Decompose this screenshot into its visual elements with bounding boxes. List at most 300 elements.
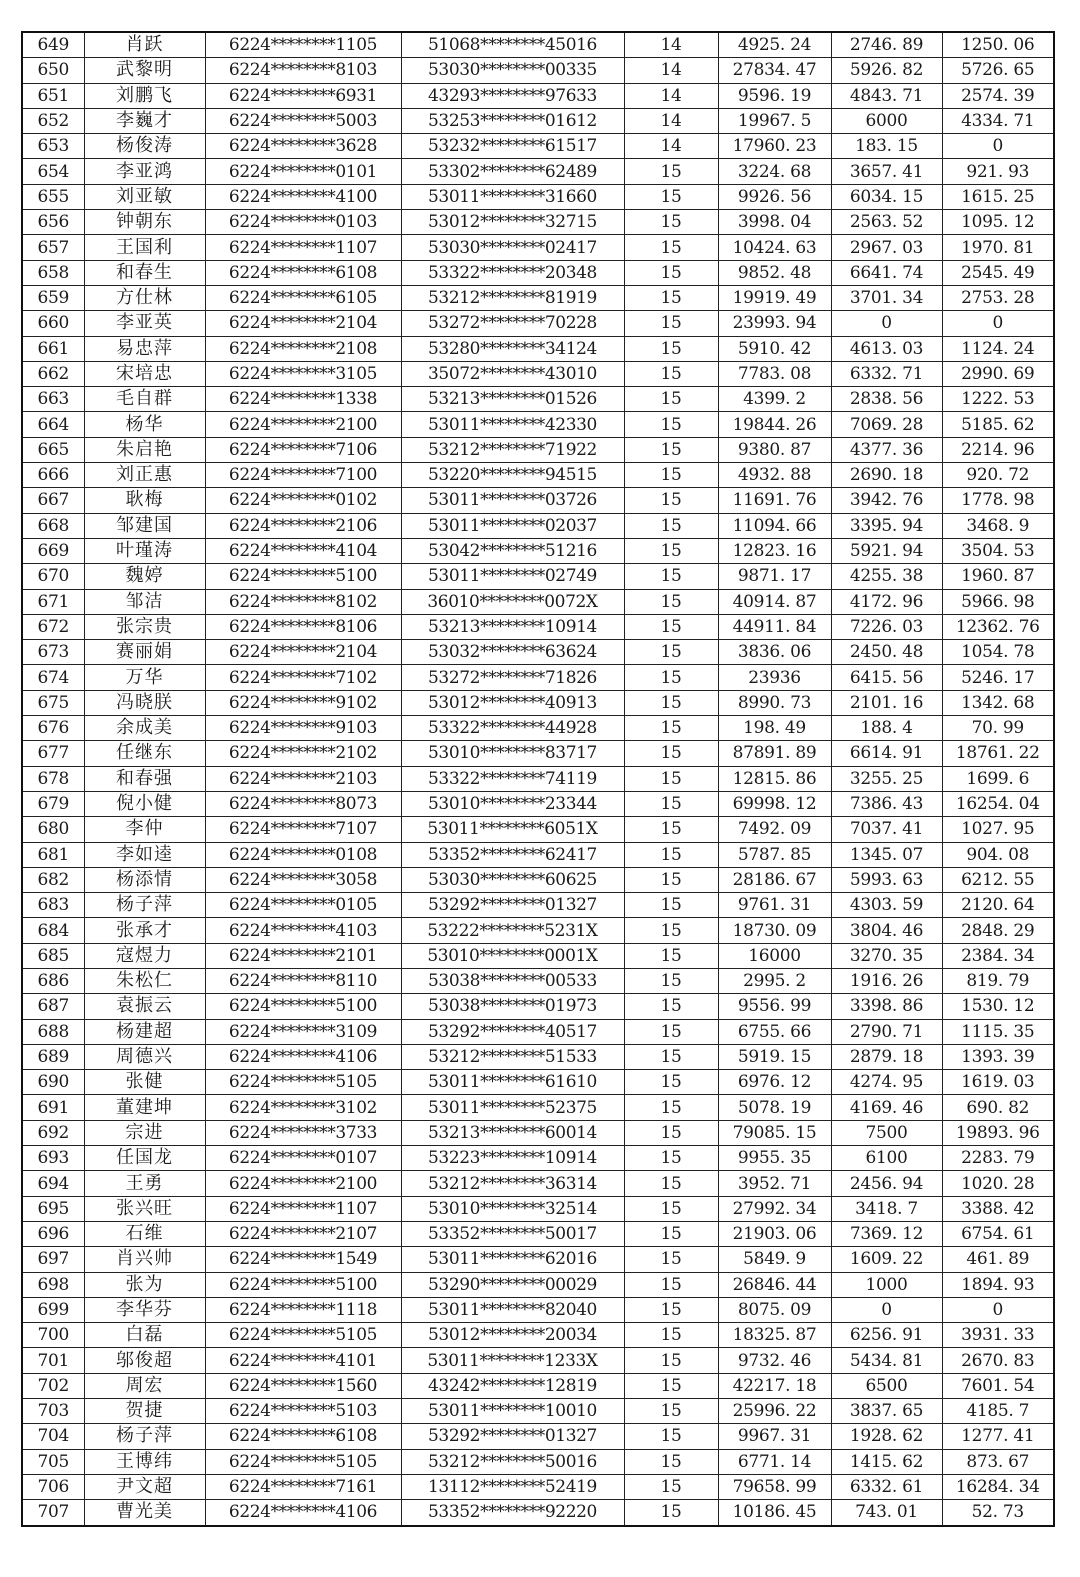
name-cell: 杨华 <box>84 412 205 437</box>
amount-1-cell: 28186. 67 <box>718 867 831 892</box>
amount-2-cell: 0 <box>831 311 942 336</box>
amount-3-cell: 0 <box>942 134 1054 159</box>
amount-1-cell: 21903. 06 <box>718 1221 831 1246</box>
group-cell: 15 <box>624 1120 718 1145</box>
table-row <box>22 235 1054 260</box>
group-cell: 15 <box>624 614 718 639</box>
amount-3-cell: 0 <box>942 311 1054 336</box>
group-cell: 15 <box>624 766 718 791</box>
group-cell: 15 <box>624 1399 718 1424</box>
amount-1-cell: 9761. 31 <box>718 893 831 918</box>
bank-card-cell: 6224********3628 <box>205 134 401 159</box>
amount-2-cell: 6500 <box>831 1373 942 1398</box>
amount-3-cell: 2848. 29 <box>942 918 1054 943</box>
amount-3-cell: 5726. 65 <box>942 58 1054 83</box>
bank-card-cell: 6224********4100 <box>205 184 401 209</box>
row-number-cell: 649 <box>22 32 84 58</box>
group-cell: 15 <box>624 1044 718 1069</box>
amount-2-cell: 4169. 46 <box>831 1095 942 1120</box>
amount-3-cell: 2670. 83 <box>942 1348 1054 1373</box>
amount-3-cell: 2214. 96 <box>942 437 1054 462</box>
id-number-cell: 53290********00029 <box>401 1272 624 1297</box>
name-cell: 李仲 <box>84 817 205 842</box>
row-number-cell: 661 <box>22 336 84 361</box>
bank-card-cell: 6224********4106 <box>205 1500 401 1526</box>
amount-2-cell: 2746. 89 <box>831 32 942 58</box>
group-cell: 15 <box>624 1449 718 1474</box>
table-row <box>22 1424 1054 1449</box>
amount-3-cell: 819. 79 <box>942 968 1054 993</box>
row-number-cell: 668 <box>22 513 84 538</box>
name-cell: 李巍才 <box>84 108 205 133</box>
amount-1-cell: 9871. 17 <box>718 564 831 589</box>
amount-2-cell: 743. 01 <box>831 1500 942 1526</box>
amount-3-cell: 1054. 78 <box>942 640 1054 665</box>
id-number-cell: 53030********02417 <box>401 235 624 260</box>
amount-1-cell: 9732. 46 <box>718 1348 831 1373</box>
row-number-cell: 656 <box>22 210 84 235</box>
amount-3-cell: 2384. 34 <box>942 943 1054 968</box>
row-number-cell: 692 <box>22 1120 84 1145</box>
bank-card-cell: 6224********7161 <box>205 1474 401 1499</box>
amount-3-cell: 920. 72 <box>942 463 1054 488</box>
row-number-cell: 681 <box>22 842 84 867</box>
group-cell: 15 <box>624 994 718 1019</box>
row-number-cell: 698 <box>22 1272 84 1297</box>
id-number-cell: 53220********94515 <box>401 463 624 488</box>
bank-card-cell: 6224********6108 <box>205 260 401 285</box>
row-number-cell: 694 <box>22 1171 84 1196</box>
table-row <box>22 463 1054 488</box>
amount-3-cell: 1393. 39 <box>942 1044 1054 1069</box>
row-number-cell: 650 <box>22 58 84 83</box>
amount-2-cell: 4377. 36 <box>831 437 942 462</box>
amount-3-cell: 1115. 35 <box>942 1019 1054 1044</box>
amount-2-cell: 3701. 34 <box>831 285 942 310</box>
table-row <box>22 1399 1054 1424</box>
row-number-cell: 665 <box>22 437 84 462</box>
bank-card-cell: 6224********1107 <box>205 1196 401 1221</box>
amount-1-cell: 23993. 94 <box>718 311 831 336</box>
bank-card-cell: 6224********2102 <box>205 741 401 766</box>
amount-1-cell: 2995. 2 <box>718 968 831 993</box>
name-cell: 石维 <box>84 1221 205 1246</box>
bank-card-cell: 6224********1107 <box>205 235 401 260</box>
amount-3-cell: 904. 08 <box>942 842 1054 867</box>
amount-1-cell: 5849. 9 <box>718 1247 831 1272</box>
id-number-cell: 53352********62417 <box>401 842 624 867</box>
id-number-cell: 53213********10914 <box>401 614 624 639</box>
group-cell: 15 <box>624 867 718 892</box>
bank-card-cell: 6224********1338 <box>205 387 401 412</box>
amount-1-cell: 19967. 5 <box>718 108 831 133</box>
bank-card-cell: 6224********6105 <box>205 285 401 310</box>
amount-2-cell: 5434. 81 <box>831 1348 942 1373</box>
row-number-cell: 689 <box>22 1044 84 1069</box>
row-number-cell: 659 <box>22 285 84 310</box>
table-row <box>22 817 1054 842</box>
amount-3-cell: 1222. 53 <box>942 387 1054 412</box>
table-row <box>22 918 1054 943</box>
table-row <box>22 1095 1054 1120</box>
table-row <box>22 893 1054 918</box>
amount-1-cell: 12823. 16 <box>718 538 831 563</box>
id-number-cell: 53302********62489 <box>401 159 624 184</box>
group-cell: 15 <box>624 1373 718 1398</box>
amount-1-cell: 6771. 14 <box>718 1449 831 1474</box>
bank-card-cell: 6224********5103 <box>205 1399 401 1424</box>
group-cell: 15 <box>624 893 718 918</box>
row-number-cell: 674 <box>22 665 84 690</box>
row-number-cell: 651 <box>22 83 84 108</box>
name-cell: 杨子萍 <box>84 893 205 918</box>
amount-1-cell: 10424. 63 <box>718 235 831 260</box>
name-cell: 袁振云 <box>84 994 205 1019</box>
name-cell: 杨添情 <box>84 867 205 892</box>
amount-1-cell: 18325. 87 <box>718 1323 831 1348</box>
amount-3-cell: 1027. 95 <box>942 817 1054 842</box>
group-cell: 15 <box>624 488 718 513</box>
amount-2-cell: 2879. 18 <box>831 1044 942 1069</box>
id-number-cell: 53212********51533 <box>401 1044 624 1069</box>
amount-1-cell: 3224. 68 <box>718 159 831 184</box>
id-number-cell: 53038********01973 <box>401 994 624 1019</box>
table-row <box>22 285 1054 310</box>
group-cell: 15 <box>624 159 718 184</box>
amount-1-cell: 7492. 09 <box>718 817 831 842</box>
table-row <box>22 210 1054 235</box>
bank-card-cell: 6224********4103 <box>205 918 401 943</box>
name-cell: 刘鹏飞 <box>84 83 205 108</box>
amount-3-cell: 1124. 24 <box>942 336 1054 361</box>
amount-2-cell: 7226. 03 <box>831 614 942 639</box>
amount-2-cell: 3804. 46 <box>831 918 942 943</box>
name-cell: 邬俊超 <box>84 1348 205 1373</box>
bank-card-cell: 6224********5100 <box>205 564 401 589</box>
table-row <box>22 32 1054 58</box>
amount-2-cell: 2967. 03 <box>831 235 942 260</box>
id-number-cell: 53292********01327 <box>401 1424 624 1449</box>
id-number-cell: 53011********31660 <box>401 184 624 209</box>
row-number-cell: 660 <box>22 311 84 336</box>
table-row <box>22 58 1054 83</box>
table-row <box>22 867 1054 892</box>
name-cell: 张为 <box>84 1272 205 1297</box>
id-number-cell: 35072********43010 <box>401 361 624 386</box>
bank-card-cell: 6224********1105 <box>205 32 401 58</box>
bank-card-cell: 6224********0108 <box>205 842 401 867</box>
bank-card-cell: 6224********7107 <box>205 817 401 842</box>
amount-3-cell: 1619. 03 <box>942 1070 1054 1095</box>
amount-1-cell: 4932. 88 <box>718 463 831 488</box>
id-number-cell: 53011********02749 <box>401 564 624 589</box>
group-cell: 15 <box>624 1095 718 1120</box>
name-cell: 尹文超 <box>84 1474 205 1499</box>
table-row <box>22 513 1054 538</box>
table-row <box>22 260 1054 285</box>
amount-1-cell: 11094. 66 <box>718 513 831 538</box>
bank-card-cell: 6224********2101 <box>205 943 401 968</box>
amount-2-cell: 7386. 43 <box>831 791 942 816</box>
amount-1-cell: 9380. 87 <box>718 437 831 462</box>
amount-3-cell: 1250. 06 <box>942 32 1054 58</box>
amount-2-cell: 6641. 74 <box>831 260 942 285</box>
amount-3-cell: 3388. 42 <box>942 1196 1054 1221</box>
row-number-cell: 687 <box>22 994 84 1019</box>
table-row <box>22 311 1054 336</box>
amount-2-cell: 4303. 59 <box>831 893 942 918</box>
amount-1-cell: 27834. 47 <box>718 58 831 83</box>
id-number-cell: 53030********60625 <box>401 867 624 892</box>
name-cell: 王国利 <box>84 235 205 260</box>
name-cell: 张宗贵 <box>84 614 205 639</box>
row-number-cell: 704 <box>22 1424 84 1449</box>
name-cell: 任继东 <box>84 741 205 766</box>
amount-2-cell: 1916. 26 <box>831 968 942 993</box>
bank-card-cell: 6224********2104 <box>205 311 401 336</box>
amount-3-cell: 461. 89 <box>942 1247 1054 1272</box>
name-cell: 王勇 <box>84 1171 205 1196</box>
group-cell: 15 <box>624 943 718 968</box>
amount-1-cell: 9556. 99 <box>718 994 831 1019</box>
bank-card-cell: 6224********7102 <box>205 665 401 690</box>
amount-2-cell: 3255. 25 <box>831 766 942 791</box>
amount-1-cell: 79085. 15 <box>718 1120 831 1145</box>
bank-card-cell: 6224********9102 <box>205 690 401 715</box>
amount-1-cell: 42217. 18 <box>718 1373 831 1398</box>
amount-3-cell: 5246. 17 <box>942 665 1054 690</box>
group-cell: 15 <box>624 184 718 209</box>
row-number-cell: 683 <box>22 893 84 918</box>
group-cell: 15 <box>624 918 718 943</box>
amount-1-cell: 4399. 2 <box>718 387 831 412</box>
id-number-cell: 53011********03726 <box>401 488 624 513</box>
amount-1-cell: 9596. 19 <box>718 83 831 108</box>
id-number-cell: 53011********1233X <box>401 1348 624 1373</box>
row-number-cell: 697 <box>22 1247 84 1272</box>
amount-2-cell: 3418. 7 <box>831 1196 942 1221</box>
group-cell: 15 <box>624 336 718 361</box>
name-cell: 刘正惠 <box>84 463 205 488</box>
table-row <box>22 842 1054 867</box>
row-number-cell: 658 <box>22 260 84 285</box>
name-cell: 肖跃 <box>84 32 205 58</box>
id-number-cell: 53038********00533 <box>401 968 624 993</box>
amount-1-cell: 6976. 12 <box>718 1070 831 1095</box>
bank-card-cell: 6224********8073 <box>205 791 401 816</box>
id-number-cell: 53213********60014 <box>401 1120 624 1145</box>
group-cell: 15 <box>624 741 718 766</box>
id-number-cell: 53042********51216 <box>401 538 624 563</box>
table-row <box>22 766 1054 791</box>
row-number-cell: 695 <box>22 1196 84 1221</box>
group-cell: 15 <box>624 1272 718 1297</box>
row-number-cell: 706 <box>22 1474 84 1499</box>
bank-card-cell: 6224********0102 <box>205 488 401 513</box>
table-row <box>22 1019 1054 1044</box>
amount-1-cell: 23936 <box>718 665 831 690</box>
id-number-cell: 53212********50016 <box>401 1449 624 1474</box>
group-cell: 15 <box>624 817 718 842</box>
group-cell: 14 <box>624 83 718 108</box>
amount-3-cell: 1894. 93 <box>942 1272 1054 1297</box>
group-cell: 15 <box>624 1221 718 1246</box>
id-number-cell: 36010********0072X <box>401 589 624 614</box>
amount-3-cell: 12362. 76 <box>942 614 1054 639</box>
row-number-cell: 675 <box>22 690 84 715</box>
group-cell: 15 <box>624 412 718 437</box>
table-row <box>22 1297 1054 1322</box>
amount-2-cell: 6332. 71 <box>831 361 942 386</box>
name-cell: 和春生 <box>84 260 205 285</box>
amount-3-cell: 2990. 69 <box>942 361 1054 386</box>
id-number-cell: 53010********23344 <box>401 791 624 816</box>
amount-3-cell: 0 <box>942 1297 1054 1322</box>
id-number-cell: 53010********0001X <box>401 943 624 968</box>
amount-3-cell: 921. 93 <box>942 159 1054 184</box>
name-cell: 倪小健 <box>84 791 205 816</box>
id-number-cell: 43293********97633 <box>401 83 624 108</box>
amount-1-cell: 26846. 44 <box>718 1272 831 1297</box>
group-cell: 15 <box>624 361 718 386</box>
row-number-cell: 688 <box>22 1019 84 1044</box>
id-number-cell: 13112********52419 <box>401 1474 624 1499</box>
row-number-cell: 691 <box>22 1095 84 1120</box>
id-number-cell: 53012********32715 <box>401 210 624 235</box>
name-cell: 李亚鸿 <box>84 159 205 184</box>
amount-3-cell: 1960. 87 <box>942 564 1054 589</box>
name-cell: 杨俊涛 <box>84 134 205 159</box>
id-number-cell: 53322********44928 <box>401 716 624 741</box>
table-row <box>22 1146 1054 1171</box>
id-number-cell: 53032********63624 <box>401 640 624 665</box>
table-body <box>22 32 1054 1526</box>
bank-card-cell: 6224********1118 <box>205 1297 401 1322</box>
name-cell: 周宏 <box>84 1373 205 1398</box>
amount-3-cell: 70. 99 <box>942 716 1054 741</box>
row-number-cell: 654 <box>22 159 84 184</box>
table-row <box>22 184 1054 209</box>
amount-2-cell: 5921. 94 <box>831 538 942 563</box>
amount-3-cell: 690. 82 <box>942 1095 1054 1120</box>
name-cell: 曹光美 <box>84 1500 205 1526</box>
amount-2-cell: 2456. 94 <box>831 1171 942 1196</box>
group-cell: 15 <box>624 1019 718 1044</box>
id-number-cell: 53010********32514 <box>401 1196 624 1221</box>
amount-1-cell: 5910. 42 <box>718 336 831 361</box>
amount-2-cell: 3395. 94 <box>831 513 942 538</box>
id-number-cell: 53011********62016 <box>401 1247 624 1272</box>
row-number-cell: 670 <box>22 564 84 589</box>
amount-1-cell: 7783. 08 <box>718 361 831 386</box>
id-number-cell: 53223********10914 <box>401 1146 624 1171</box>
amount-1-cell: 9852. 48 <box>718 260 831 285</box>
amount-2-cell: 0 <box>831 1297 942 1322</box>
name-cell: 和春强 <box>84 766 205 791</box>
group-cell: 15 <box>624 260 718 285</box>
row-number-cell: 679 <box>22 791 84 816</box>
table-row <box>22 564 1054 589</box>
amount-3-cell: 2753. 28 <box>942 285 1054 310</box>
name-cell: 邹建国 <box>84 513 205 538</box>
table-row <box>22 1474 1054 1499</box>
amount-3-cell: 7601. 54 <box>942 1373 1054 1398</box>
table-row <box>22 791 1054 816</box>
table-row <box>22 1348 1054 1373</box>
row-number-cell: 673 <box>22 640 84 665</box>
row-number-cell: 677 <box>22 741 84 766</box>
name-cell: 耿梅 <box>84 488 205 513</box>
amount-1-cell: 5078. 19 <box>718 1095 831 1120</box>
amount-1-cell: 9955. 35 <box>718 1146 831 1171</box>
row-number-cell: 693 <box>22 1146 84 1171</box>
name-cell: 余成美 <box>84 716 205 741</box>
id-number-cell: 53272********70228 <box>401 311 624 336</box>
name-cell: 张健 <box>84 1070 205 1095</box>
row-number-cell: 685 <box>22 943 84 968</box>
amount-3-cell: 19893. 96 <box>942 1120 1054 1145</box>
group-cell: 15 <box>624 1424 718 1449</box>
row-number-cell: 664 <box>22 412 84 437</box>
amount-1-cell: 79658. 99 <box>718 1474 831 1499</box>
bank-card-cell: 6224********3058 <box>205 867 401 892</box>
table-row <box>22 159 1054 184</box>
group-cell: 15 <box>624 1196 718 1221</box>
bank-card-cell: 6224********4101 <box>205 1348 401 1373</box>
amount-2-cell: 6000 <box>831 108 942 133</box>
table-row <box>22 1272 1054 1297</box>
table-row <box>22 640 1054 665</box>
amount-1-cell: 198. 49 <box>718 716 831 741</box>
bank-card-cell: 6224********2103 <box>205 766 401 791</box>
bank-card-cell: 6224********5003 <box>205 108 401 133</box>
bank-card-cell: 6224********5100 <box>205 994 401 1019</box>
id-number-cell: 43242********12819 <box>401 1373 624 1398</box>
amount-2-cell: 4255. 38 <box>831 564 942 589</box>
amount-3-cell: 2545. 49 <box>942 260 1054 285</box>
bank-card-cell: 6224********2100 <box>205 412 401 437</box>
amount-2-cell: 188. 4 <box>831 716 942 741</box>
row-number-cell: 682 <box>22 867 84 892</box>
data-table <box>21 31 1055 1527</box>
group-cell: 15 <box>624 387 718 412</box>
row-number-cell: 686 <box>22 968 84 993</box>
name-cell: 任国龙 <box>84 1146 205 1171</box>
amount-2-cell: 4274. 95 <box>831 1070 942 1095</box>
amount-2-cell: 1345. 07 <box>831 842 942 867</box>
amount-1-cell: 40914. 87 <box>718 589 831 614</box>
row-number-cell: 700 <box>22 1323 84 1348</box>
group-cell: 15 <box>624 1070 718 1095</box>
name-cell: 毛自群 <box>84 387 205 412</box>
bank-card-cell: 6224********9103 <box>205 716 401 741</box>
amount-2-cell: 4172. 96 <box>831 589 942 614</box>
id-number-cell: 53212********36314 <box>401 1171 624 1196</box>
amount-2-cell: 7500 <box>831 1120 942 1145</box>
amount-2-cell: 5993. 63 <box>831 867 942 892</box>
id-number-cell: 53011********02037 <box>401 513 624 538</box>
name-cell: 朱启艳 <box>84 437 205 462</box>
bank-card-cell: 6224********3733 <box>205 1120 401 1145</box>
bank-card-cell: 6224********2100 <box>205 1171 401 1196</box>
id-number-cell: 51068********45016 <box>401 32 624 58</box>
amount-1-cell: 3952. 71 <box>718 1171 831 1196</box>
amount-3-cell: 16254. 04 <box>942 791 1054 816</box>
amount-2-cell: 4613. 03 <box>831 336 942 361</box>
group-cell: 15 <box>624 311 718 336</box>
table-row <box>22 690 1054 715</box>
bank-card-cell: 6224********7100 <box>205 463 401 488</box>
